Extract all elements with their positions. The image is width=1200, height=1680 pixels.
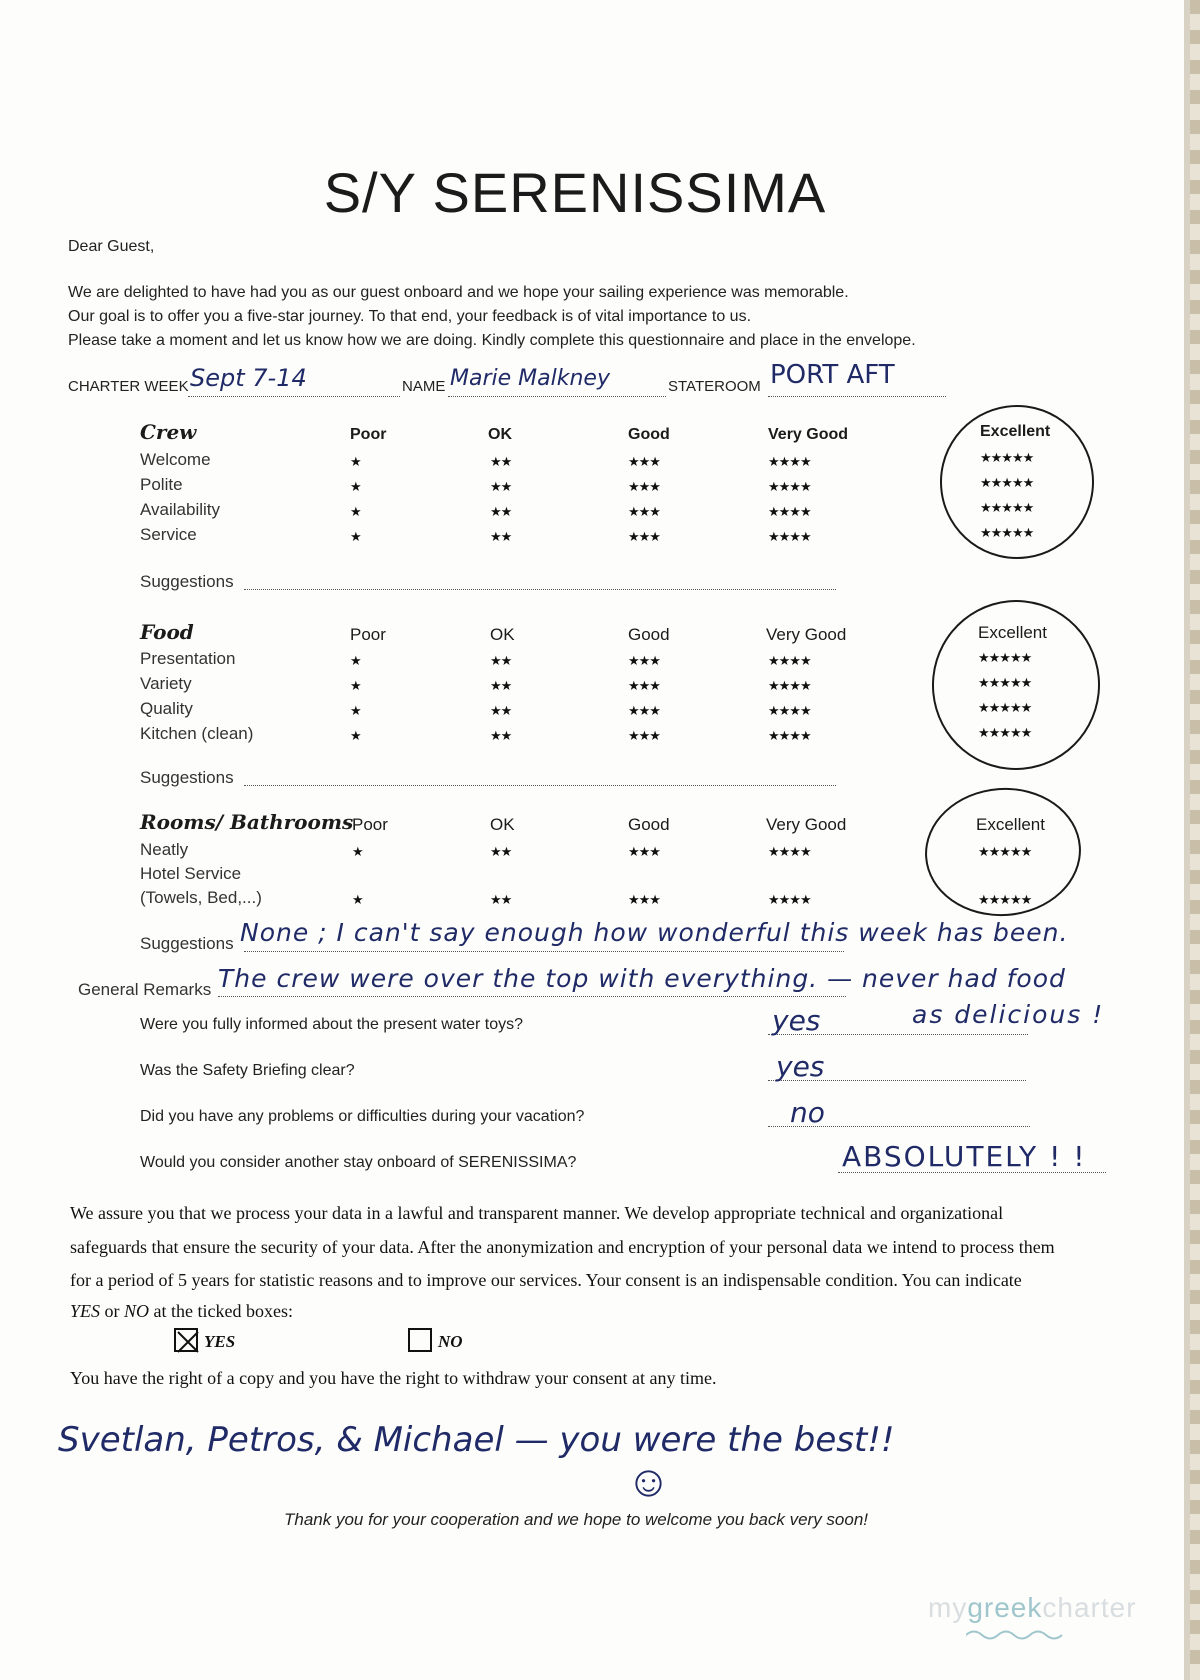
answer-another-stay[interactable]: ABSOLUTELY ! ! [842,1140,1087,1173]
question-water-toys: Were you fully informed about the present water toys? [140,1016,524,1033]
stateroom-line [768,396,946,397]
handwritten-note: Svetlan, Petros, & Michael — you were the best!! [58,1420,895,1460]
section-title-rooms: Rooms/ Bathrooms [140,810,354,834]
stars-excellent[interactable]: ★★★★★ [978,892,1032,907]
rooms-item: Neatly [140,840,189,859]
stars-very-good[interactable]: ★★★★ [768,678,811,693]
charter-week-field[interactable]: Sept 7-14 [190,364,307,392]
question-problems: Did you have any problems or difficulties during your vacation? [140,1108,585,1125]
answer-water-toys[interactable]: yes [772,1004,821,1037]
stars-good[interactable]: ★★★ [628,479,660,494]
stars-good[interactable]: ★★★ [628,892,660,907]
stars-very-good[interactable]: ★★★★ [768,529,811,544]
stars-ok[interactable]: ★★ [490,844,512,859]
charter-week-line [188,396,400,397]
stars-poor[interactable]: ★ [350,529,361,544]
smiley-icon: ☺ [626,1457,671,1506]
stars-very-good[interactable]: ★★★★ [768,844,811,859]
intro-line: Please take a moment and let us know how we are doing. Kindly complete this questionnaire and place in the envelope. [68,332,916,349]
stars-good[interactable]: ★★★ [628,529,660,544]
stars-ok[interactable]: ★★ [490,678,512,693]
rating-poor: Poor [350,426,387,443]
stars-very-good[interactable]: ★★★★ [768,454,811,469]
suggestions-line [244,951,844,952]
suggestions-line[interactable] [244,589,836,590]
rating-poor: Poor [350,625,386,644]
crew-item: Welcome [140,450,211,469]
general-remarks-field[interactable]: The crew were over the top with everything. — never had food [218,964,1066,993]
section-title-crew: Crew [140,420,197,444]
general-remarks-label: General Remarks [78,980,212,999]
stars-good[interactable]: ★★★ [628,504,660,519]
stars-excellent[interactable]: ★★★★★ [978,650,1032,665]
consent-no-label: NO [438,1332,463,1351]
stars-poor[interactable]: ★ [350,504,361,519]
stars-excellent[interactable]: ★★★★★ [978,844,1032,859]
consent-yes-label: YES [204,1332,236,1351]
consent-no-checkbox[interactable] [408,1328,432,1352]
privacy-indicate: YES or NO at the ticked boxes: [70,1301,293,1321]
suggestions-line[interactable] [244,785,836,786]
stars-good[interactable]: ★★★ [628,454,660,469]
privacy-text: for a period of 5 years for statistic reasons and to improve our services. Your consent is an indispensable condition. You can indicate [70,1270,1022,1290]
stars-poor[interactable]: ★ [352,844,363,859]
privacy-text: We assure you that we process your data in a lawful and transparent manner. We develop appropriate technical and organizational [70,1203,1004,1223]
closing-text: Thank you for your cooperation and we hope to welcome you back very soon! [284,1510,869,1529]
rating-good: Good [628,625,670,644]
stars-excellent[interactable]: ★★★★★ [980,525,1034,540]
stars-very-good[interactable]: ★★★★ [768,892,811,907]
answer-problems[interactable]: no [790,1096,825,1129]
food-item: Variety [140,674,192,693]
stars-ok[interactable]: ★★ [490,703,512,718]
consent-yes-checkbox[interactable] [174,1328,198,1352]
answer-safety-briefing[interactable]: yes [776,1050,825,1083]
stars-very-good[interactable]: ★★★★ [768,504,811,519]
name-field[interactable]: Marie Malkney [450,366,610,391]
food-item: Quality [140,699,193,718]
intro-line: Our goal is to offer you a five-star journey. To that end, your feedback is of vital importance to us. [68,308,752,325]
privacy-text: safeguards that ensure the security of your data. After the anonymization and encryption of your personal data we intend to process them [70,1237,1055,1257]
rating-excellent: Excellent [978,623,1047,642]
stars-ok[interactable]: ★★ [490,728,512,743]
stars-poor[interactable]: ★ [350,728,361,743]
rating-excellent: Excellent [980,423,1051,440]
stars-poor[interactable]: ★ [350,653,361,668]
stars-good[interactable]: ★★★ [628,703,660,718]
food-item: Presentation [140,649,236,668]
stars-ok[interactable]: ★★ [490,892,512,907]
stars-poor[interactable]: ★ [350,678,361,693]
stars-very-good[interactable]: ★★★★ [768,703,811,718]
rating-ok: OK [490,625,515,644]
stars-ok[interactable]: ★★ [490,454,512,469]
stars-poor[interactable]: ★ [352,892,363,907]
stars-ok[interactable]: ★★ [490,653,512,668]
question-another-stay: Would you consider another stay onboard of SERENISSIMA? [140,1154,577,1171]
rating-ok: OK [488,426,512,443]
stateroom-field[interactable]: PORT AFT [770,360,895,390]
paper-edge [1190,0,1200,1680]
general-remarks-field-cont[interactable]: as delicious ! [912,1000,1105,1029]
rooms-item: Hotel Service [140,864,242,883]
stars-good[interactable]: ★★★ [628,728,660,743]
rating-good: Good [628,426,670,443]
question-safety-briefing: Was the Safety Briefing clear? [140,1062,355,1079]
stateroom-label: STATEROOM [668,378,761,395]
check-x-icon [176,1330,200,1354]
intro-line: We are delighted to have had you as our guest onboard and we hope your sailing experience was memorable. [68,284,849,301]
rating-very-good: Very Good [766,625,847,644]
general-remarks-line [218,996,846,997]
stars-excellent[interactable]: ★★★★★ [980,500,1034,515]
rating-very-good: Very Good [768,426,849,443]
wave-icon [966,1628,1066,1642]
stars-excellent[interactable]: ★★★★★ [978,700,1032,715]
charter-week-label: CHARTER WEEK [68,378,189,395]
food-item: Kitchen (clean) [140,724,254,743]
stars-poor[interactable]: ★ [350,454,361,469]
rating-good: Good [628,815,670,834]
name-label: NAME [402,378,446,395]
stars-ok[interactable]: ★★ [490,479,512,494]
suggestions-label: Suggestions [140,934,234,953]
stars-ok[interactable]: ★★ [490,504,512,519]
suggestions-field[interactable]: None ; I can't say enough how wonderful this week has been. [240,918,1069,947]
crew-item: Service [140,525,197,544]
page-title: S/Y SERENISSIMA [323,161,827,224]
rating-excellent: Excellent [976,815,1045,834]
stars-poor[interactable]: ★ [350,479,361,494]
stars-very-good[interactable]: ★★★★ [768,653,811,668]
rating-poor: Poor [352,815,388,834]
stars-good[interactable]: ★★★ [628,678,660,693]
rooms-item: (Towels, Bed,...) [140,888,262,907]
section-title-food: Food [140,620,194,644]
stars-poor[interactable]: ★ [350,703,361,718]
crew-item: Availability [140,500,221,519]
name-line [448,396,666,397]
stars-very-good[interactable]: ★★★★ [768,728,811,743]
rating-ok: OK [490,815,515,834]
rating-very-good: Very Good [766,815,847,834]
stars-excellent[interactable]: ★★★★★ [980,475,1034,490]
watermark-logo: mygreekcharter [928,1592,1137,1623]
stars-excellent[interactable]: ★★★★★ [978,675,1032,690]
stars-ok[interactable]: ★★ [490,529,512,544]
stars-good[interactable]: ★★★ [628,844,660,859]
suggestions-label: Suggestions [140,572,234,591]
stars-excellent[interactable]: ★★★★★ [980,450,1034,465]
withdraw-text: You have the right of a copy and you have the right to withdraw your consent at any time. [70,1368,717,1388]
suggestions-label: Suggestions [140,768,234,787]
greeting: Dear Guest, [68,238,155,255]
stars-excellent[interactable]: ★★★★★ [978,725,1032,740]
stars-very-good[interactable]: ★★★★ [768,479,811,494]
stars-good[interactable]: ★★★ [628,653,660,668]
crew-item: Polite [140,475,183,494]
